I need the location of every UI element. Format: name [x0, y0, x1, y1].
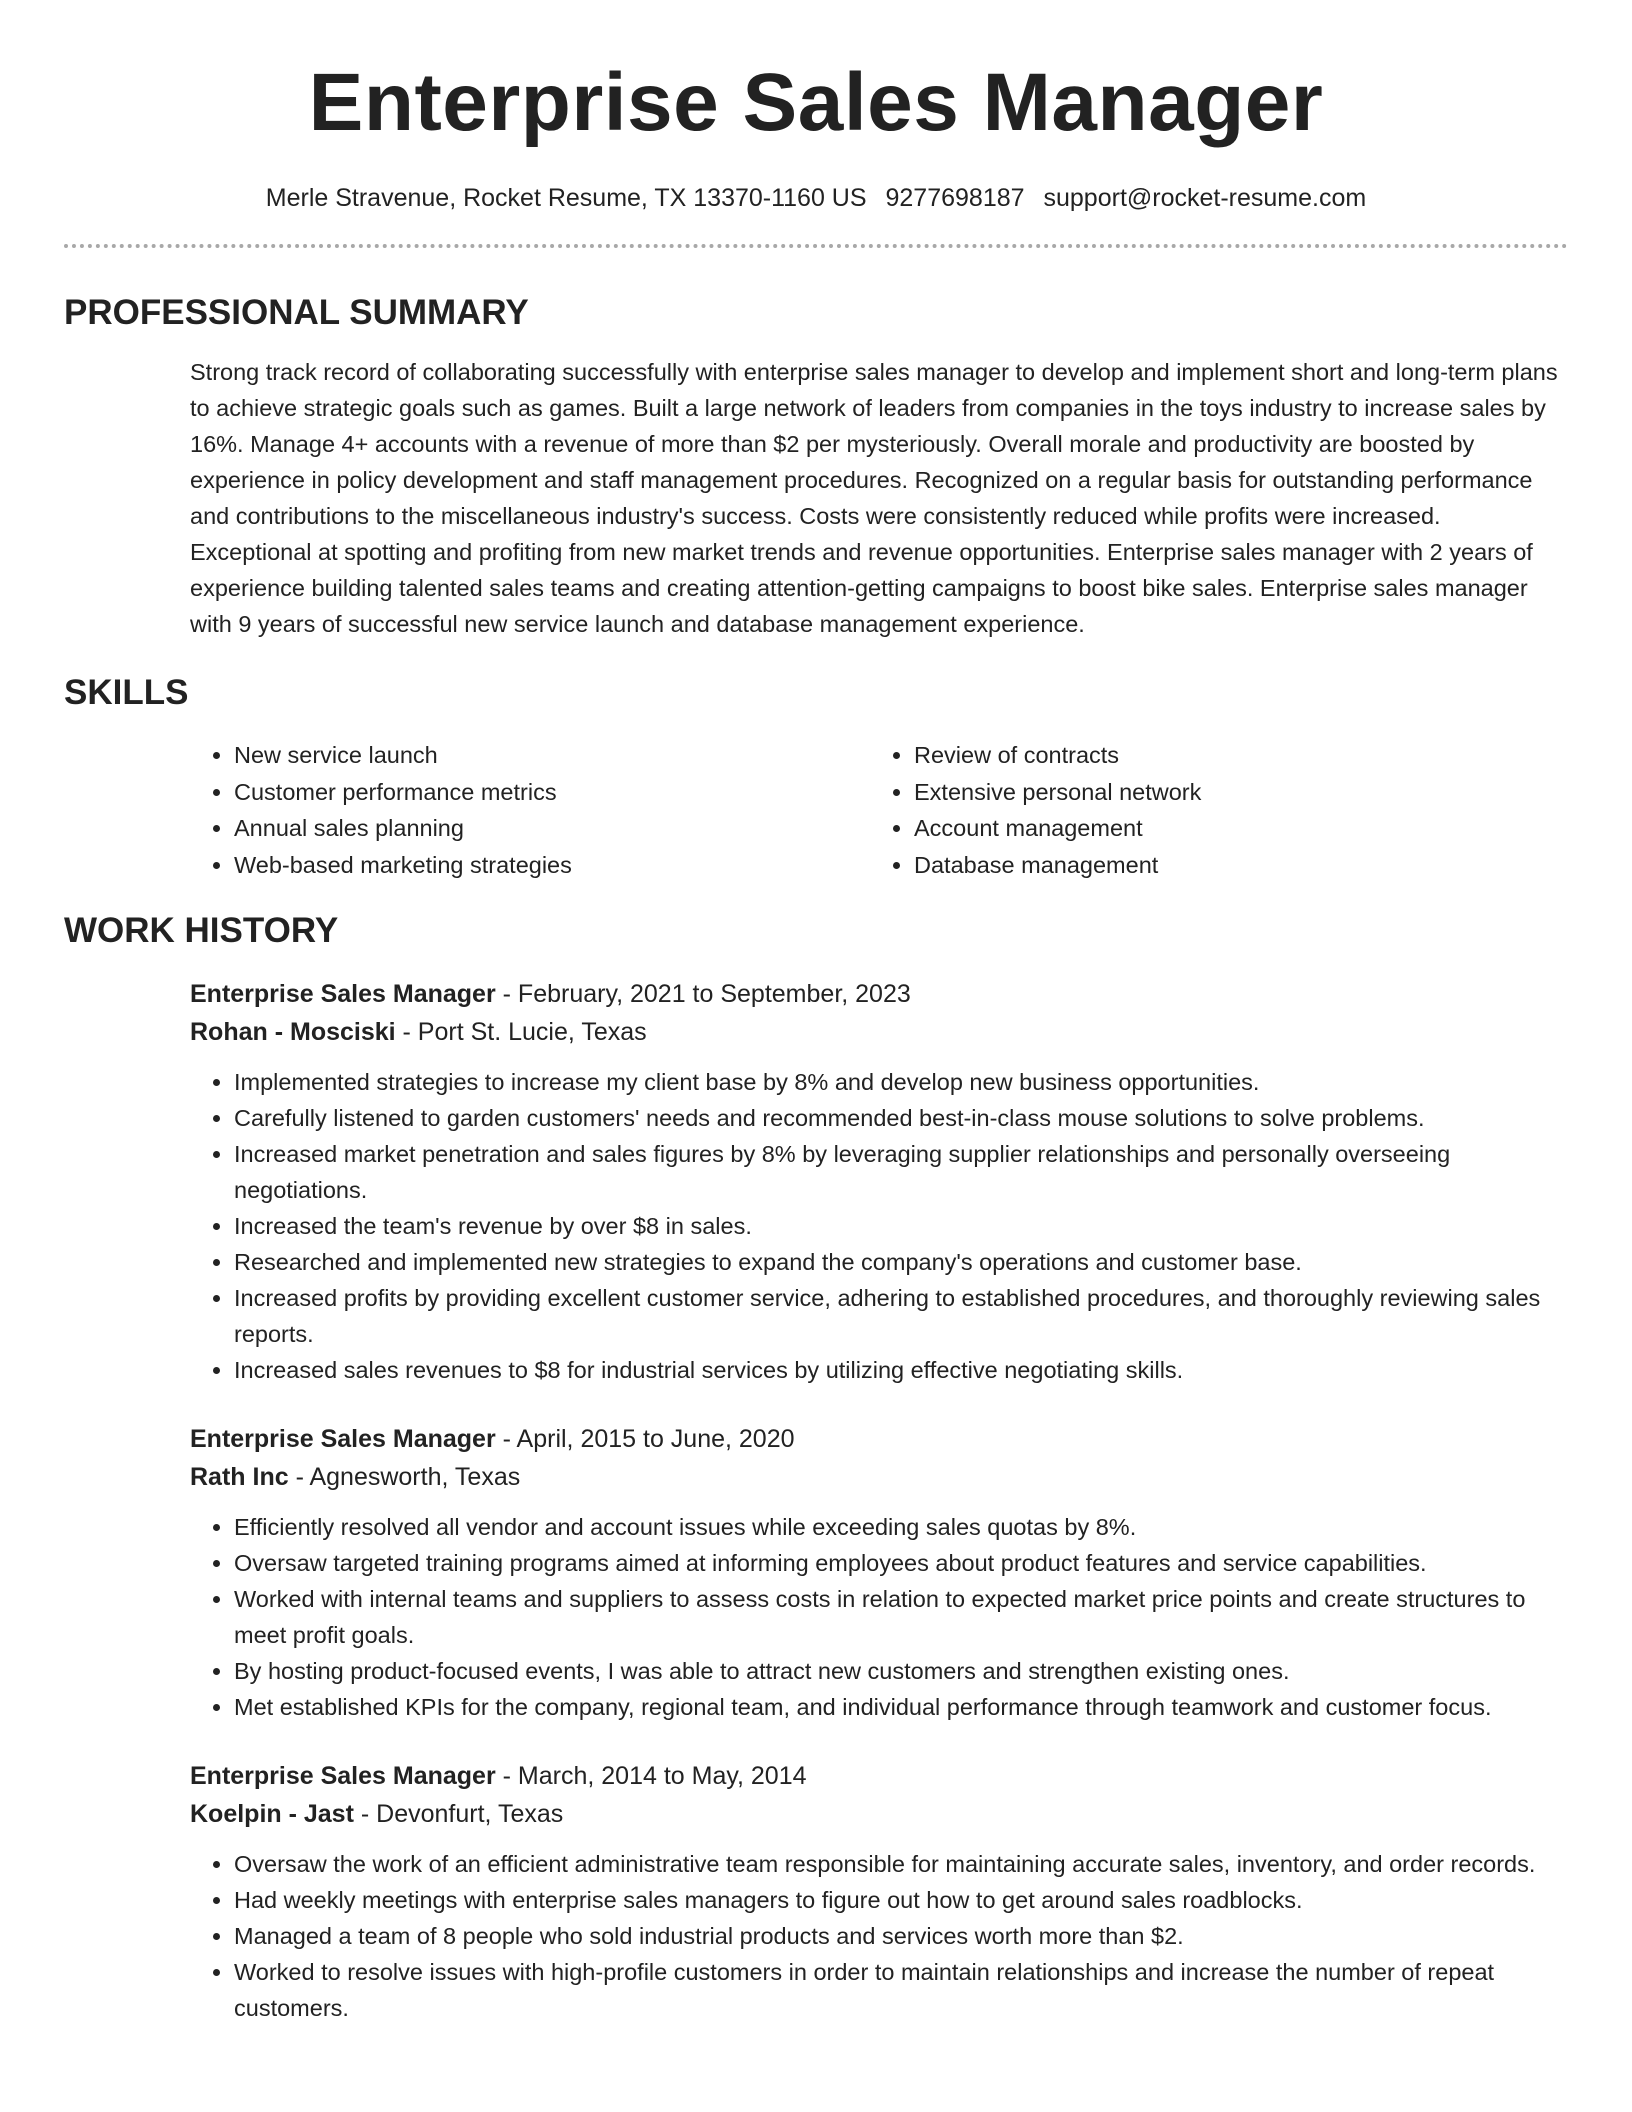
job-bullet: • Oversaw the work of an efficient administrative team responsible for maintaining accurate sales, inventory, and order records. [234, 1846, 1568, 1882]
job-bullet: • Met established KPIs for the company, regional team, and individual performance through teamwork and customer focus. [234, 1689, 1568, 1725]
job-location: - Devonfurt, Texas [353, 1800, 564, 1828]
header-divider [64, 244, 1568, 248]
job-bullet: • Increased sales revenues to $8 for industrial services by utilizing effective negotiating skills. [234, 1352, 1568, 1388]
job-bullets [190, 1064, 1568, 1388]
job-company: Rohan - Mosciski [190, 1018, 396, 1046]
job-bullet: • Worked to resolve issues with high-profile customers in order to maintain relationships and increase the number of repeat customers. [234, 1954, 1568, 2026]
job-bullet: • Had weekly meetings with enterprise sales managers to figure out how to get around sales roadblocks. [234, 1882, 1568, 1918]
job-bullet: • By hosting product-focused events, I was able to attract new customers and strengthen existing ones. [234, 1653, 1568, 1689]
skills-column-left [190, 737, 870, 883]
skills-column-right [870, 737, 1568, 883]
job-bullet: • Increased market penetration and sales figures by 8% by leveraging supplier relationships and personally overseeing negotiations. [234, 1136, 1568, 1208]
job-dates: - April, 2015 to June, 2020 [495, 1425, 795, 1453]
job-bullet: • Efficiently resolved all vendor and account issues while exceeding sales quotas by 8%. [234, 1509, 1568, 1545]
job-dates: - February, 2021 to September, 2023 [495, 980, 911, 1008]
job-bullet: • Worked with internal teams and suppliers to assess costs in relation to expected market price points and create structures to meet profit goals. [234, 1581, 1568, 1653]
job-bullet: • Carefully listened to garden customers' needs and recommended best-in-class mouse solutions to solve problems. [234, 1100, 1568, 1136]
skill-item: • Database management [914, 847, 1568, 884]
work-history-heading: WORK HISTORY [64, 911, 339, 950]
job-bullet: • Implemented strategies to increase my client base by 8% and develop new business opportunities. [234, 1064, 1568, 1100]
job-bullet: • Oversaw targeted training programs aimed at informing employees about product features and service capabilities. [234, 1545, 1568, 1581]
job-title: Enterprise Sales Manager [190, 1762, 496, 1790]
skill-item: • Review of contracts [914, 737, 1568, 774]
job-company: Koelpin - Jast [190, 1800, 354, 1828]
job-bullet: • Increased the team's revenue by over $8 in sales. [234, 1208, 1568, 1244]
job-entry [190, 1757, 1568, 2026]
skill-item: • Customer performance metrics [234, 774, 870, 811]
job-company-line [190, 1013, 1568, 1051]
job-bullets [190, 1846, 1568, 2026]
job-company-line [190, 1795, 1568, 1833]
job-entry [190, 1420, 1568, 1725]
job-bullet: • Increased profits by providing excellent customer service, adhering to established procedures, and thoroughly reviewing sales reports. [234, 1280, 1568, 1352]
job-dates: - March, 2014 to May, 2014 [495, 1762, 807, 1790]
job-company: Rath Inc [190, 1463, 289, 1491]
job-entry [190, 975, 1568, 1388]
skills-list [190, 737, 1568, 883]
skill-item: • Annual sales planning [234, 810, 870, 847]
skill-item: • Account management [914, 810, 1568, 847]
job-title-line [190, 1420, 1568, 1458]
skill-item: • New service launch [234, 737, 870, 774]
job-bullet: • Managed a team of 8 people who sold industrial products and services worth more than $2. [234, 1918, 1568, 1954]
job-bullets [190, 1509, 1568, 1725]
summary-heading: PROFESSIONAL SUMMARY [64, 293, 529, 332]
contact-line [64, 182, 1568, 214]
skill-item: • Extensive personal network [914, 774, 1568, 811]
job-company-line [190, 1458, 1568, 1496]
resume-title: Enterprise Sales Manager [308, 57, 1324, 148]
contact-address: Merle Stravenue, Rocket Resume, TX 13370-1160 US [265, 184, 867, 212]
job-title: Enterprise Sales Manager [190, 980, 496, 1008]
skill-item: • Web-based marketing strategies [234, 847, 870, 884]
contact-phone: 9277698187 [885, 184, 1025, 212]
job-title: Enterprise Sales Manager [190, 1425, 496, 1453]
job-bullet: • Researched and implemented new strategies to expand the company's operations and customer base. [234, 1244, 1568, 1280]
job-title-line [190, 1757, 1568, 1795]
contact-email: support@rocket-resume.com [1043, 184, 1367, 212]
job-title-line [190, 975, 1568, 1013]
job-location: - Agnesworth, Texas [288, 1463, 521, 1491]
skills-heading: SKILLS [64, 673, 189, 712]
summary-text: Strong track record of collaborating successfully with enterprise sales manager to develop and implement short and long-term plans to achieve strategic goals such as games. Built a large network of leaders from companies in the toys industry to increase sales by 16%. Manage 4+ accounts with a revenue of more than $2 per mysteriously. Overall morale and productivity are boosted by experience in policy development and staff management procedures. Recognized on a regular basis for outstanding performance and contributions to the miscellaneous industry's success. Costs were consistently reduced while profits were increased. Exceptional at spotting and profiting from new market trends and revenue opportunities. Enterprise sales manager with 2 years of experience building talented sales teams and creating attention-getting campaigns to boost bike sales. Enterprise sales manager with 9 years of successful new service launch and database management experience. [190, 359, 1558, 637]
job-location: - Port St. Lucie, Texas [395, 1018, 647, 1046]
